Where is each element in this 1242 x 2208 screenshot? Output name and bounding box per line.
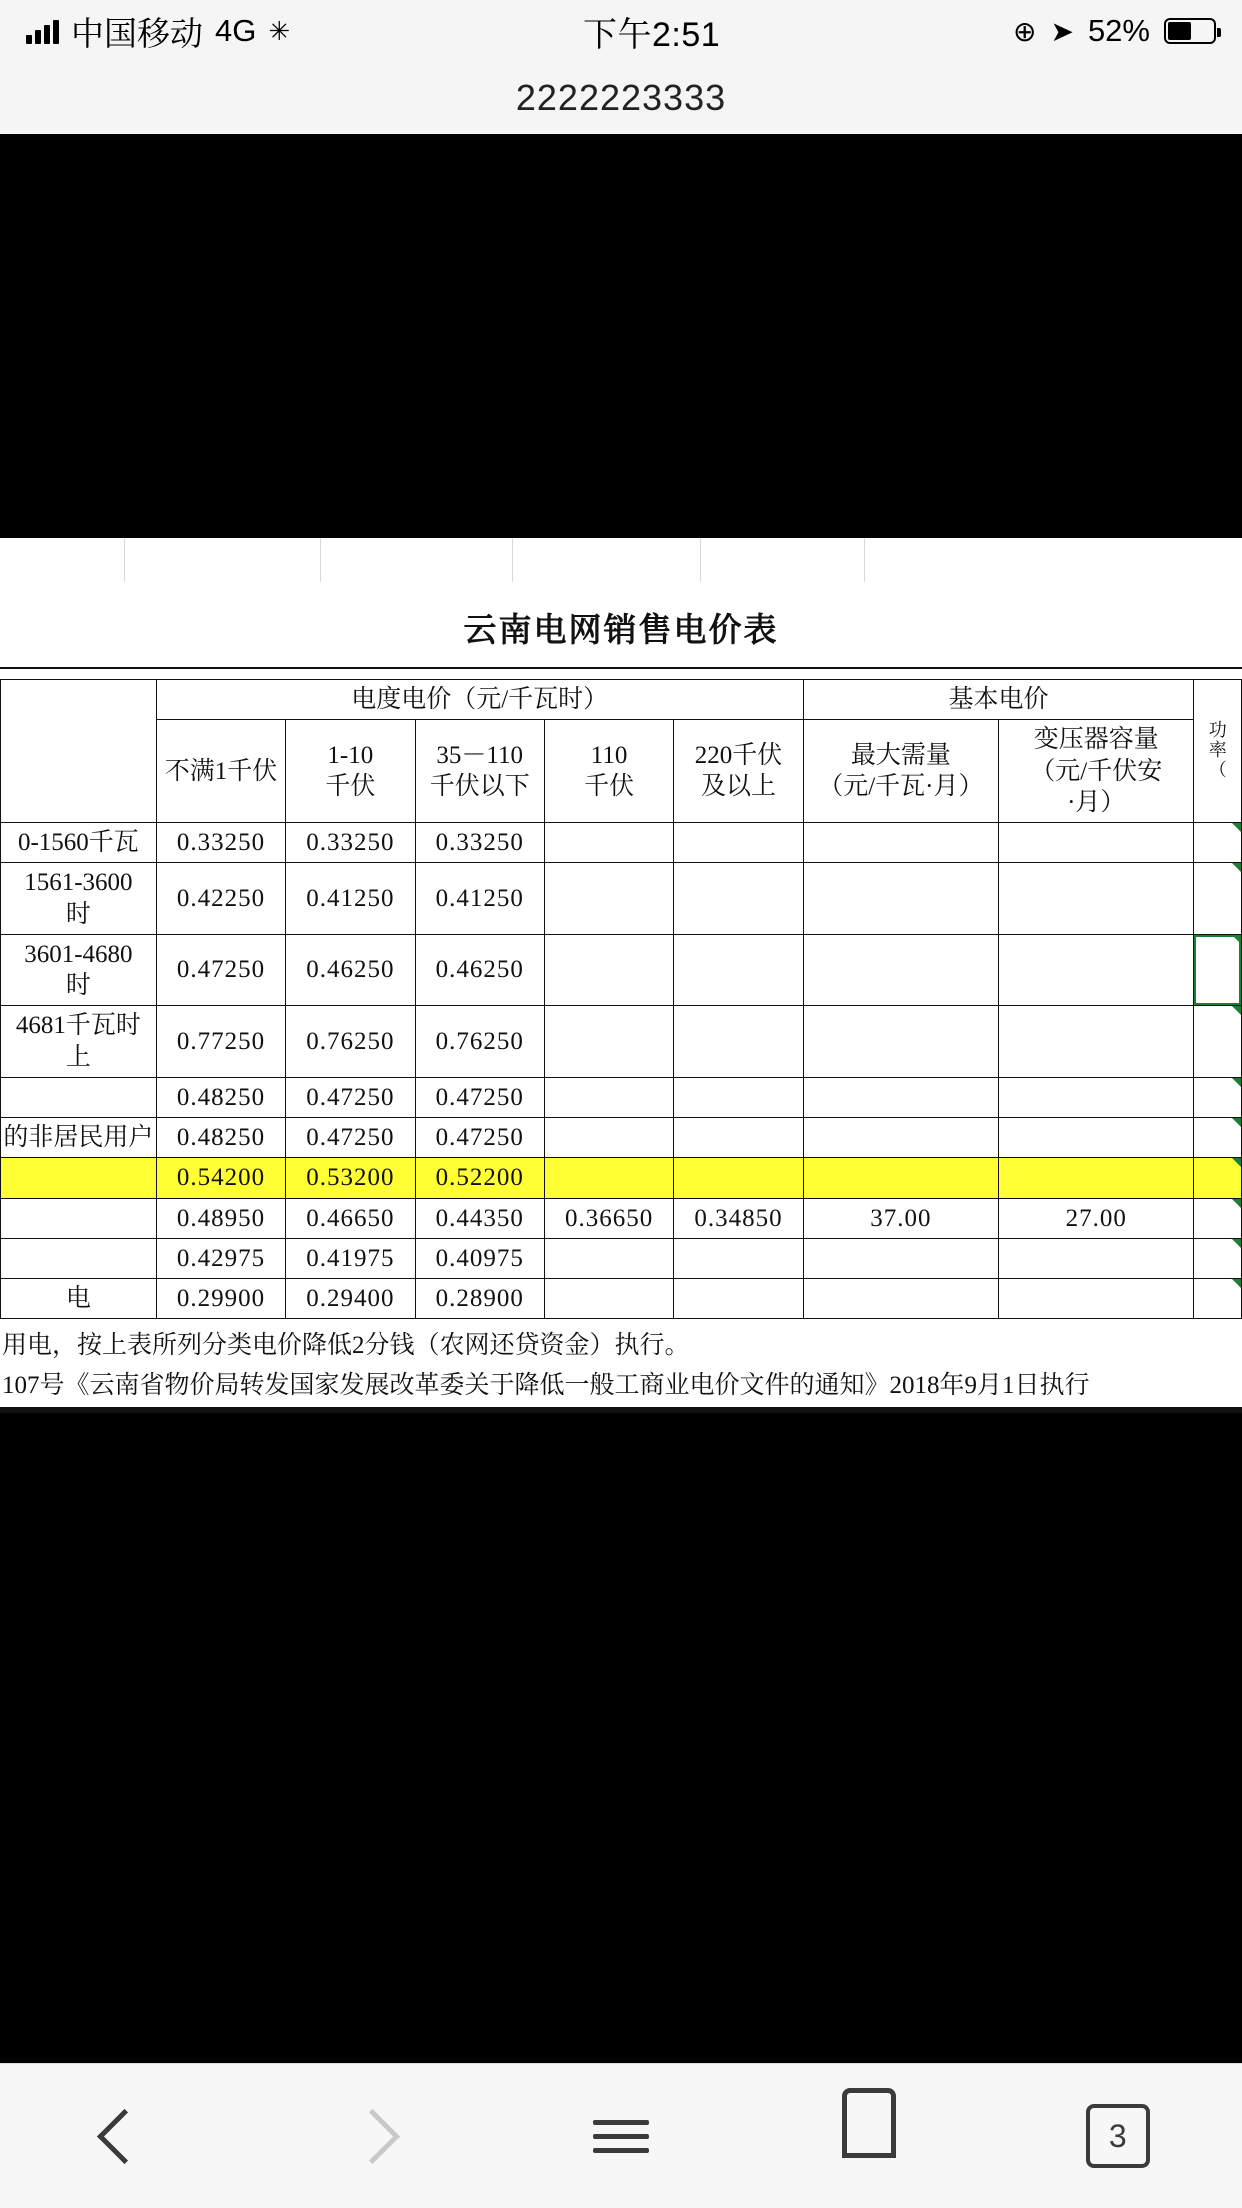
row-category: 1561-3600 时 (1, 863, 157, 935)
rotation-lock-icon: ⊕ (1013, 15, 1037, 47)
cell-r9-c4 (674, 1279, 803, 1319)
cell-r8-c6 (999, 1238, 1194, 1278)
cell-r9-c5 (803, 1279, 998, 1319)
row-category: 的非居民用户 (1, 1118, 157, 1158)
cell-r4-c2: 0.47250 (415, 1077, 544, 1117)
page-title-bar (0, 62, 1242, 134)
cell-r1-c2: 0.41250 (415, 863, 544, 935)
header-group-power-factor: 功 率 （ (1194, 680, 1242, 823)
cell-power-factor-r4 (1194, 1077, 1242, 1117)
table-header-group-row (1, 680, 1242, 720)
row-category (1, 1158, 157, 1198)
cell-r2-c1: 0.46250 (286, 934, 415, 1006)
cell-r4-c3 (544, 1077, 673, 1117)
cell-r7-c0: 0.48950 (156, 1198, 285, 1238)
cell-r1-c5 (803, 863, 998, 935)
cell-r8-c1: 0.41975 (286, 1238, 415, 1278)
cell-power-factor-r5 (1194, 1118, 1242, 1158)
table-row (1, 1118, 1242, 1158)
cell-power-factor-r8 (1194, 1238, 1242, 1278)
cell-r7-c2: 0.44350 (415, 1198, 544, 1238)
hamburger-menu-icon (593, 2111, 649, 2162)
cell-r1-c3 (544, 863, 673, 935)
cell-r4-c6 (999, 1077, 1194, 1117)
cell-r4-c4 (674, 1077, 803, 1117)
cell-r0-c1: 0.33250 (286, 823, 415, 863)
sheet-title: 云南电网销售电价表 (463, 613, 779, 649)
cell-r5-c1: 0.47250 (286, 1118, 415, 1158)
cell-r7-c1: 0.46650 (286, 1198, 415, 1238)
cell-r3-c4 (674, 1006, 803, 1078)
cell-r8-c4 (674, 1238, 803, 1278)
header-col-5: 最大需量 （元/千瓦·月） (803, 720, 998, 823)
battery-icon (1164, 18, 1216, 44)
cell-r0-c3 (544, 823, 673, 863)
cell-r2-c5 (803, 934, 998, 1006)
header-corner-cell (1, 680, 157, 823)
cell-r6-c1: 0.53200 (286, 1158, 415, 1198)
table-row (1, 1238, 1242, 1278)
cell-r2-c2: 0.46250 (415, 934, 544, 1006)
row-category: 0-1560千瓦 (1, 823, 157, 863)
table-row (1, 1006, 1242, 1078)
cell-r0-c6 (999, 823, 1194, 863)
footnote-divider (0, 1407, 1242, 1413)
header-col-3: 110 千伏 (544, 720, 673, 823)
cell-r8-c2: 0.40975 (415, 1238, 544, 1278)
chevron-right-icon (345, 2108, 400, 2163)
cell-power-factor-r6 (1194, 1158, 1242, 1198)
cell-r4-c0: 0.48250 (156, 1077, 285, 1117)
cell-r2-c0: 0.47250 (156, 934, 285, 1006)
status-bar-left (26, 8, 290, 55)
cell-r6-c4 (674, 1158, 803, 1198)
cell-r3-c2: 0.76250 (415, 1006, 544, 1078)
cell-r2-c4 (674, 934, 803, 1006)
cell-r7-c4: 0.34850 (674, 1198, 803, 1238)
cell-r9-c1: 0.29400 (286, 1279, 415, 1319)
cell-r0-c4 (674, 823, 803, 863)
battery-percent-label: 52% (1087, 13, 1150, 48)
chevron-left-icon (97, 2108, 152, 2163)
status-bar-clock: 下午2:51 (582, 15, 721, 54)
title-divider (0, 667, 1242, 669)
tab-count-label: 3 (1086, 2104, 1150, 2168)
cell-power-factor-r3 (1194, 1006, 1242, 1078)
cell-r6-c3 (544, 1158, 673, 1198)
cell-r9-c3 (544, 1279, 673, 1319)
home-button[interactable] (799, 2086, 939, 2186)
cell-r8-c0: 0.42975 (156, 1238, 285, 1278)
price-table-body (1, 823, 1242, 1319)
table-row (1, 823, 1242, 863)
cell-r5-c2: 0.47250 (415, 1118, 544, 1158)
menu-button[interactable] (551, 2086, 691, 2186)
cell-r0-c0: 0.33250 (156, 823, 285, 863)
home-icon (842, 2114, 896, 2158)
cell-r3-c1: 0.76250 (286, 1006, 415, 1078)
image-viewport[interactable] (0, 134, 1242, 2064)
tabs-button[interactable] (1048, 2086, 1188, 2186)
cell-r9-c2: 0.28900 (415, 1279, 544, 1319)
table-row (1, 934, 1242, 1006)
cell-power-factor-r1 (1194, 863, 1242, 935)
footnote-2: 107号《云南省物价局转发国家发展改革委关于降低一般工商业电价文件的通知》2018年9月1日执行 (2, 1372, 1090, 1400)
row-category (1, 1238, 157, 1278)
network-type-label: 4G (215, 13, 257, 48)
header-group-energy-price: 电度电价（元/千瓦时） (156, 680, 803, 720)
snowflake-icon: ✳ (268, 15, 291, 46)
footnote-1: 用电，按上表所列分类电价降低2分钱（农网还贷资金）执行。 (2, 1332, 690, 1360)
cell-r7-c3: 0.36650 (544, 1198, 673, 1238)
cell-r3-c5 (803, 1006, 998, 1078)
row-category: 电 (1, 1279, 157, 1319)
cell-r5-c3 (544, 1118, 673, 1158)
header-col-1: 1-10 千伏 (286, 720, 415, 823)
forward-button[interactable] (303, 2086, 443, 2186)
cell-r6-c2: 0.52200 (415, 1158, 544, 1198)
cell-r1-c6 (999, 863, 1194, 935)
back-button[interactable] (54, 2086, 194, 2186)
header-col-6: 变压器容量 （元/千伏安 ·月） (999, 720, 1194, 823)
price-table (0, 679, 1242, 1319)
cell-power-factor-r7 (1194, 1198, 1242, 1238)
cell-r2-c6 (999, 934, 1194, 1006)
table-row (1, 1077, 1242, 1117)
spreadsheet-image (0, 582, 1242, 1413)
table-row (1, 1198, 1242, 1238)
header-group-basic-price: 基本电价 (803, 680, 1194, 720)
cell-r0-c2: 0.33250 (415, 823, 544, 863)
spreadsheet-grid-strip (0, 538, 1242, 582)
header-col-4: 220千伏 及以上 (674, 720, 803, 823)
cell-r6-c0: 0.54200 (156, 1158, 285, 1198)
cell-r1-c4 (674, 863, 803, 935)
page-title: 2222223333 (515, 77, 727, 118)
cell-r9-c0: 0.29900 (156, 1279, 285, 1319)
cell-r5-c4 (674, 1118, 803, 1158)
cell-r3-c3 (544, 1006, 673, 1078)
cell-r1-c1: 0.41250 (286, 863, 415, 935)
status-bar-right (1013, 13, 1216, 49)
cell-r4-c1: 0.47250 (286, 1077, 415, 1117)
cell-r5-c5 (803, 1118, 998, 1158)
cell-r1-c0: 0.42250 (156, 863, 285, 935)
cell-r2-c3 (544, 934, 673, 1006)
row-category: 4681千瓦时 上 (1, 1006, 157, 1078)
header-col-2: 35－110 千伏以下 (415, 720, 544, 823)
cell-r8-c5 (803, 1238, 998, 1278)
table-header-cols-row (1, 720, 1242, 823)
cell-r4-c5 (803, 1077, 998, 1117)
cell-power-factor-r2 (1194, 934, 1242, 1006)
cell-r9-c6 (999, 1279, 1194, 1319)
row-category (1, 1077, 157, 1117)
location-arrow-icon: ➤ (1050, 15, 1074, 47)
cell-r8-c3 (544, 1238, 673, 1278)
row-category (1, 1198, 157, 1238)
cell-r0-c5 (803, 823, 998, 863)
carrier-label: 中国移动 (71, 14, 203, 52)
cell-r3-c0: 0.77250 (156, 1006, 285, 1078)
cell-power-factor-r0 (1194, 823, 1242, 863)
cell-r7-c5: 37.00 (803, 1198, 998, 1238)
signal-strength-icon (26, 18, 59, 44)
status-bar (0, 0, 1242, 62)
cell-r3-c6 (999, 1006, 1194, 1078)
cell-r5-c0: 0.48250 (156, 1118, 285, 1158)
table-row (1, 1158, 1242, 1198)
table-row (1, 1279, 1242, 1319)
header-col-0: 不满1千伏 (156, 720, 285, 823)
browser-bottom-toolbar (0, 2063, 1242, 2208)
cell-r6-c6 (999, 1158, 1194, 1198)
cell-r6-c5 (803, 1158, 998, 1198)
table-row (1, 863, 1242, 935)
cell-r5-c6 (999, 1118, 1194, 1158)
cell-power-factor-r9 (1194, 1279, 1242, 1319)
row-category: 3601-4680 时 (1, 934, 157, 1006)
table-footnotes (0, 1319, 1242, 1413)
cell-r7-c6: 27.00 (999, 1198, 1194, 1238)
